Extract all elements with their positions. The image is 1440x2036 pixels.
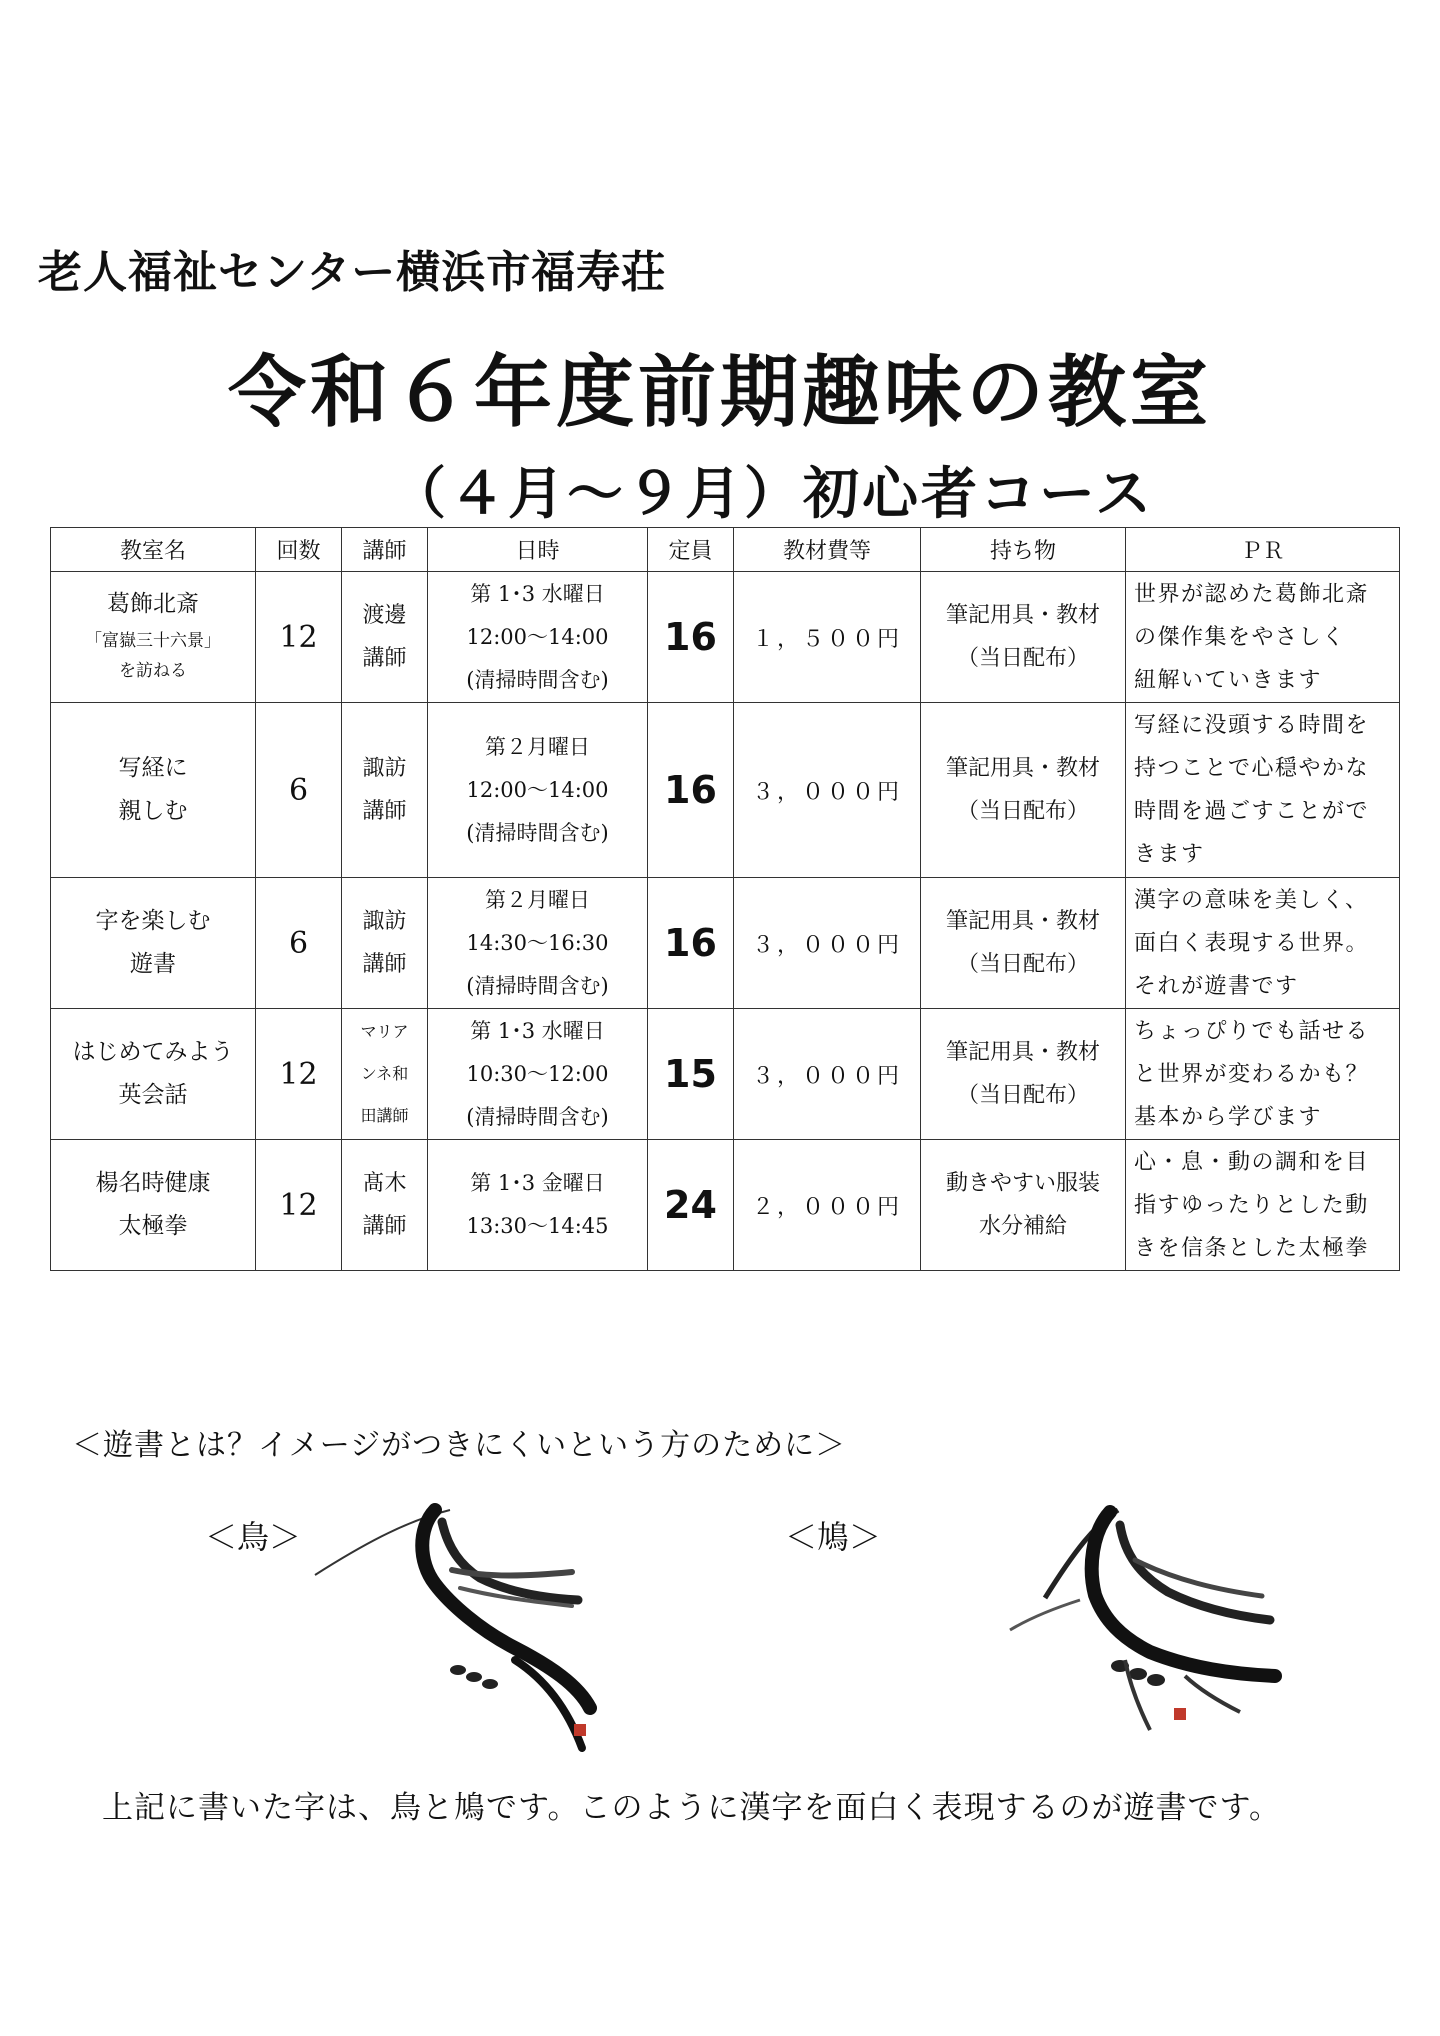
table-row: [51, 703, 1400, 878]
dove-label: ＜鳩＞: [785, 1518, 882, 1556]
items: 筆記用具・教材 （当日配布）: [921, 1009, 1126, 1140]
session-count: 6: [256, 878, 342, 1009]
fee: ３，０００円: [734, 703, 921, 878]
header-class-name: 教室名: [51, 528, 256, 572]
datetime: 第２月曜日 14:30～16:30 (清掃時間含む): [428, 878, 648, 1009]
fee: ３，０００円: [734, 1009, 921, 1140]
fee: ２，０００円: [734, 1140, 921, 1271]
seal-icon: [1174, 1708, 1186, 1720]
session-count: 12: [256, 572, 342, 703]
items: 筆記用具・教材 （当日配布）: [921, 878, 1126, 1009]
teacher: 渡邊 講師: [342, 572, 428, 703]
datetime: 第 1･3 水曜日 12:00～14:00 (清掃時間含む): [428, 572, 648, 703]
capacity: 15: [648, 1009, 734, 1140]
footer-note: 上記に書いた字は、鳥と鳩です。このように漢字を面白く表現するのが遊書です。: [102, 1790, 1282, 1826]
pr-text: 写経に没頭する時間を 持つことで心穏やかな 時間を過ごすことがで きます: [1126, 703, 1400, 878]
capacity: 24: [648, 1140, 734, 1271]
session-count: 12: [256, 1140, 342, 1271]
header-pr: ＰＲ: [1126, 528, 1400, 572]
items: 動きやすい服装 水分補給: [921, 1140, 1126, 1271]
fee: ３，０００円: [734, 878, 921, 1009]
bird-label: ＜鳥＞: [205, 1518, 302, 1556]
class-name: はじめてみよう 英会話: [51, 1009, 256, 1140]
capacity: 16: [648, 572, 734, 703]
teacher: マリア ンネ和 田講師: [342, 1009, 428, 1140]
datetime: 第 1･3 水曜日 10:30～12:00 (清掃時間含む): [428, 1009, 648, 1140]
class-name: 楊名時健康 太極拳: [51, 1140, 256, 1271]
teacher: 髙木 講師: [342, 1140, 428, 1271]
organization-name: 老人福祉センター横浜市福寿荘: [38, 247, 667, 298]
session-count: 12: [256, 1009, 342, 1140]
capacity: 16: [648, 703, 734, 878]
session-count: 6: [256, 703, 342, 878]
page-subtitle: （４月～９月）初心者コース: [390, 462, 1155, 527]
class-name: 写経に 親しむ: [51, 703, 256, 878]
teacher: 諏訪 講師: [342, 878, 428, 1009]
header-fee: 教材費等: [734, 528, 921, 572]
teacher: 諏訪 講師: [342, 703, 428, 878]
class-name-cell: [51, 572, 256, 703]
calligraphy-explanation-heading: ＜遊書とは？イメージがつきにくいという方のために＞: [72, 1428, 847, 1463]
dove-calligraphy-icon: [1000, 1480, 1320, 1750]
table-row: [51, 1009, 1400, 1140]
pr-text: 心・息・動の調和を目 指すゆったりとした動 きを信条とした太極拳: [1126, 1140, 1400, 1271]
items: 筆記用具・教材 （当日配布）: [921, 572, 1126, 703]
class-name: 葛飾北斎: [107, 591, 199, 617]
header-sessions: 回数: [256, 528, 342, 572]
header-teacher: 講師: [342, 528, 428, 572]
class-schedule-table: [50, 527, 1400, 1271]
seal-icon: [574, 1724, 586, 1736]
capacity: 16: [648, 878, 734, 1009]
bird-calligraphy-icon: [310, 1480, 630, 1770]
class-subtitle: 「富嶽三十六景」: [85, 631, 221, 651]
header-items: 持ち物: [921, 528, 1126, 572]
table-row: [51, 572, 1400, 703]
header-datetime: 日時: [428, 528, 648, 572]
items: 筆記用具・教材 （当日配布）: [921, 703, 1126, 878]
class-subtitle-2: を訪ねる: [119, 661, 187, 681]
datetime: 第 1･3 金曜日 13:30～14:45: [428, 1140, 648, 1271]
pr-text: 世界が認めた葛飾北斎 の傑作集をやさしく 紐解いていきます: [1126, 572, 1400, 703]
datetime: 第２月曜日 12:00～14:00 (清掃時間含む): [428, 703, 648, 878]
table-header-row: [51, 528, 1400, 572]
pr-text: ちょっぴりでも話せる と世界が変わるかも？ 基本から学びます: [1126, 1009, 1400, 1140]
table-row: [51, 878, 1400, 1009]
page-title: 令和６年度前期趣味の教室: [227, 348, 1212, 438]
class-name: 字を楽しむ 遊書: [51, 878, 256, 1009]
header-capacity: 定員: [648, 528, 734, 572]
fee: １，５００円: [734, 572, 921, 703]
table-row: [51, 1140, 1400, 1271]
pr-text: 漢字の意味を美しく、 面白く表現する世界。 それが遊書です: [1126, 878, 1400, 1009]
